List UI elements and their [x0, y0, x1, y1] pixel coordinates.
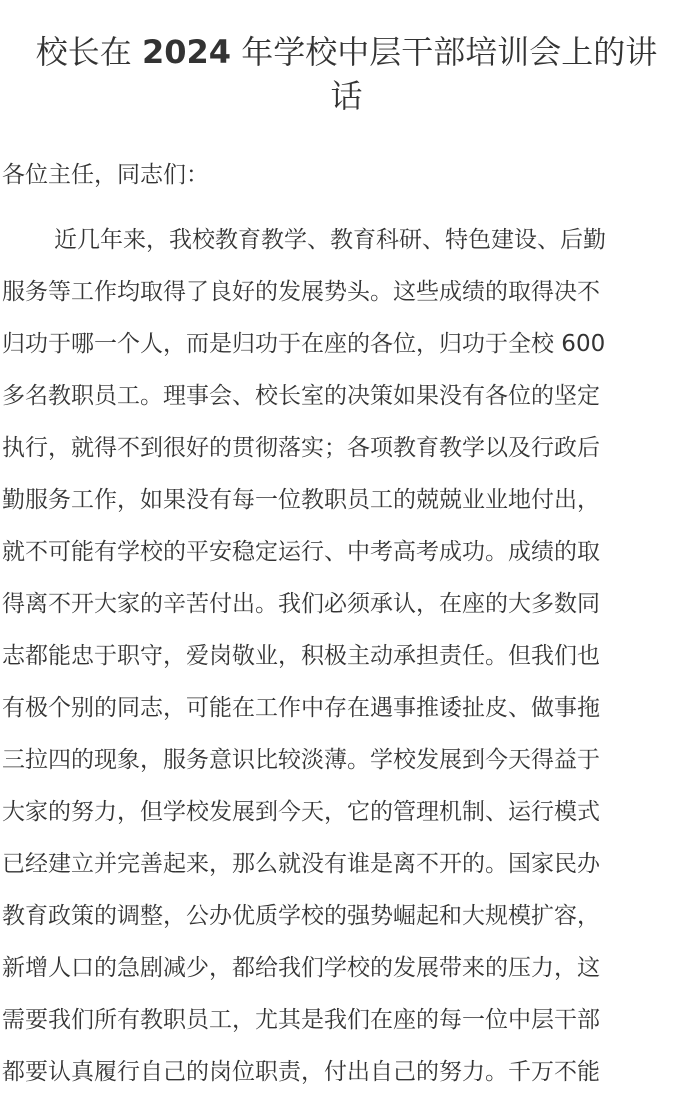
title-suffix: 年学校中层干部培训会上的讲: [231, 33, 658, 71]
body-line: 志都能忠于职守，爱岗敬业，积极主动承担责任。但我们也: [2, 643, 600, 669]
body-line: 教育政策的调整，公办优质学校的强势崛起和大规模扩容，: [2, 903, 600, 929]
body-line: 服务等工作均取得了良好的发展势头。这些成绩的取得决不: [2, 279, 600, 305]
body-line: 三拉四的现象，服务意识比较淡薄。学校发展到今天得益于: [2, 747, 600, 773]
body-line: 已经建立并完善起来，那么就没有谁是离不开的。国家民办: [2, 851, 600, 877]
body-line: 归功于哪一个人，而是归功于在座的各位，归功于全校 600: [2, 331, 606, 357]
salutation: 各位主任，同志们：: [2, 162, 209, 188]
body-line: 得离不开大家的辛苦付出。我们必须承认，在座的大多数同: [2, 591, 600, 617]
body-paragraph: [2, 214, 686, 1097]
title-prefix: 校长在: [35, 33, 142, 71]
body-line: 多名教职员工。理事会、校长室的决策如果没有各位的坚定: [2, 383, 600, 409]
title-line1: [36, 33, 657, 71]
body-line: 都要认真履行自己的岗位职责，付出自己的努力。千万不能: [2, 1059, 600, 1085]
body-line: 勤服务工作，如果没有每一位教职员工的兢兢业业地付出，: [2, 487, 600, 513]
document-title: [0, 0, 693, 118]
body-line: 就不可能有学校的平安稳定运行、中考高考成功。成绩的取: [2, 539, 600, 565]
body-line: 执行，就得不到很好的贯彻落实；各项教育教学以及行政后: [2, 435, 600, 461]
body-line: 有极个别的同志，可能在工作中存在遇事推诿扯皮、做事拖: [2, 695, 600, 721]
body-line: 新增人口的急剧减少，都给我们学校的发展带来的压力，这: [2, 955, 600, 981]
body-line: 大家的努力，但学校发展到今天，它的管理机制、运行模式: [2, 799, 600, 825]
body-line: 近几年来，我校教育教学、教育科研、特色建设、后勤: [54, 227, 606, 253]
body-line: 需要我们所有教职员工，尤其是我们在座的每一位中层干部: [2, 1007, 600, 1033]
title-line2: 话: [330, 77, 363, 115]
title-year: 2024: [141, 33, 232, 71]
